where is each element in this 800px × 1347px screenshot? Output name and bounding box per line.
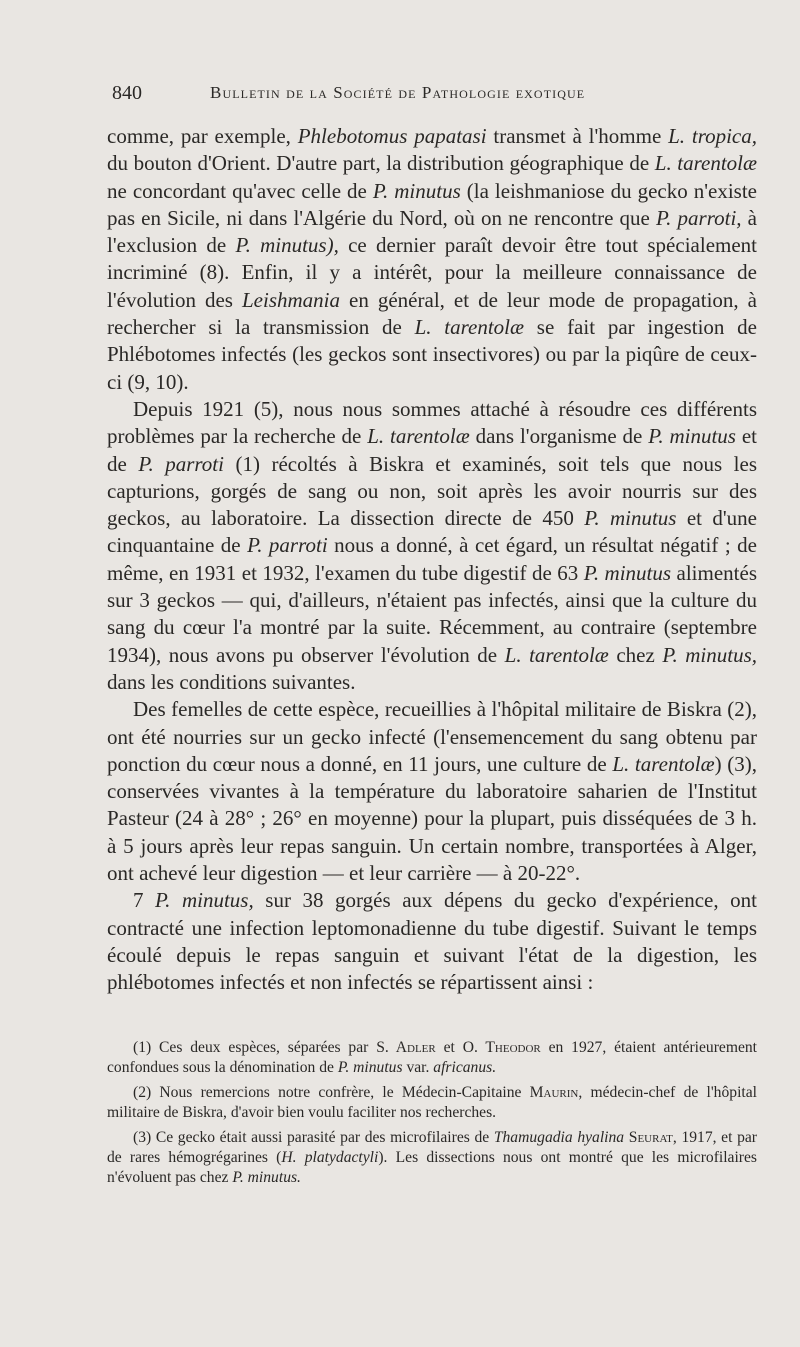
body-text (107, 123, 757, 997)
paragraph-2: Depuis 1921 (5), nous nous sommes attaché à résoudre ces différents problèmes par la recherche de L. tarentolæ dans l'organisme de P. minutus et de P. parroti (1) récoltés à Biskra et examinés, soit tels que nous les capturions, gorgés de sang ou non, soit après les avoir nourris sur des geckos, au laboratoire. La dissection directe de 450 P. minutus et d'une cinquantaine de P. parroti nous a donné, à cet égard, un résultat négatif ; de même, en 1931 et 1932, l'examen du tube digestif de 63 P. minutus alimentés sur 3 geckos — qui, d'ailleurs, n'étaient pas infectés, ainsi que la culture du sang du cœur l'a montré par la suite. Récemment, au contraire (septembre 1934), nous avons pu observer l'évolution de L. tarentolæ chez P. minutus, dans les conditions suivantes. (107, 396, 758, 694)
paragraph-1: comme, par exemple, Phlebotomus papatasi transmet à l'homme L. tropica, du bouton d'Orient. D'autre part, la distribution géographique de L. tarentolæ ne concordant qu'avec celle de P. minutus (la leishmaniose du gecko n'existe pas en Sicile, ni dans l'Algérie du Nord, où on ne rencontre que P. parroti, à l'exclusion de P. minutus), ce dernier paraît devoir être tout spécialement incriminé (8). Enfin, il y a intérêt, pour la meilleure connaissance de l'évolution des Leishmania en général, et de leur mode de propagation, à rechercher si la transmission de L. tarentolæ se fait par ingestion de Phlébotomes infectés (les geckos sont insectivores) ou par la piqûre de ceux-ci (9, 10). (107, 124, 758, 394)
journal-title: Bulletin de la Société de Pathologie exotique (210, 83, 586, 102)
footnotes (107, 1038, 757, 1193)
footnote-3: (3) Ce gecko était aussi parasité par des microfilaires de Thamugadia hyalina Seurat, 1917, et par de rares hémogrégarines (H. platydactyli). Les dissections nous ont montré que les microfilaires n'évoluent pas chez P. minutus. (107, 1128, 757, 1187)
paragraph-3: Des femelles de cette espèce, recueillies à l'hôpital militaire de Biskra (2), ont été nourries sur un gecko infecté (l'ensemencement du sang obtenu par ponction du cœur nous a donné, en 11 jours, une culture de L. tarentolæ) (3), conservées vivantes à la température du laboratoire saharien de l'Institut Pasteur (24 à 28° ; 26° en moyenne) pour la plupart, puis disséquées de 3 h. à 5 jours après leur repas sanguin. Un certain nombre, transportées à Alger, ont achevé leur digestion — et leur carrière — à 20-22°. (107, 697, 758, 886)
paragraph-4: 7 P. minutus, sur 38 gorgés aux dépens du gecko d'expérience, ont contracté une infection leptomonadienne du tube digestif. Suivant le temps écoulé depuis le repas sanguin et suivant l'état de la digestion, les phlébotomes infectés et non infectés se répartissent ainsi : (107, 888, 757, 995)
footnote-1: (1) Ces deux espèces, séparées par S. Adler et O. Theodor en 1927, étaient antérieurement confondues sous la dénomination de P. minutus var. africanus. (107, 1039, 758, 1077)
running-head (112, 82, 762, 108)
footnote-2: (2) Nous remercions notre confrère, le Médecin-Capitaine Maurin, médecin-chef de l'hôpital militaire de Biskra, d'avoir bien voulu faciliter nos recherches. (107, 1083, 757, 1122)
page-number: 840 (112, 82, 142, 104)
